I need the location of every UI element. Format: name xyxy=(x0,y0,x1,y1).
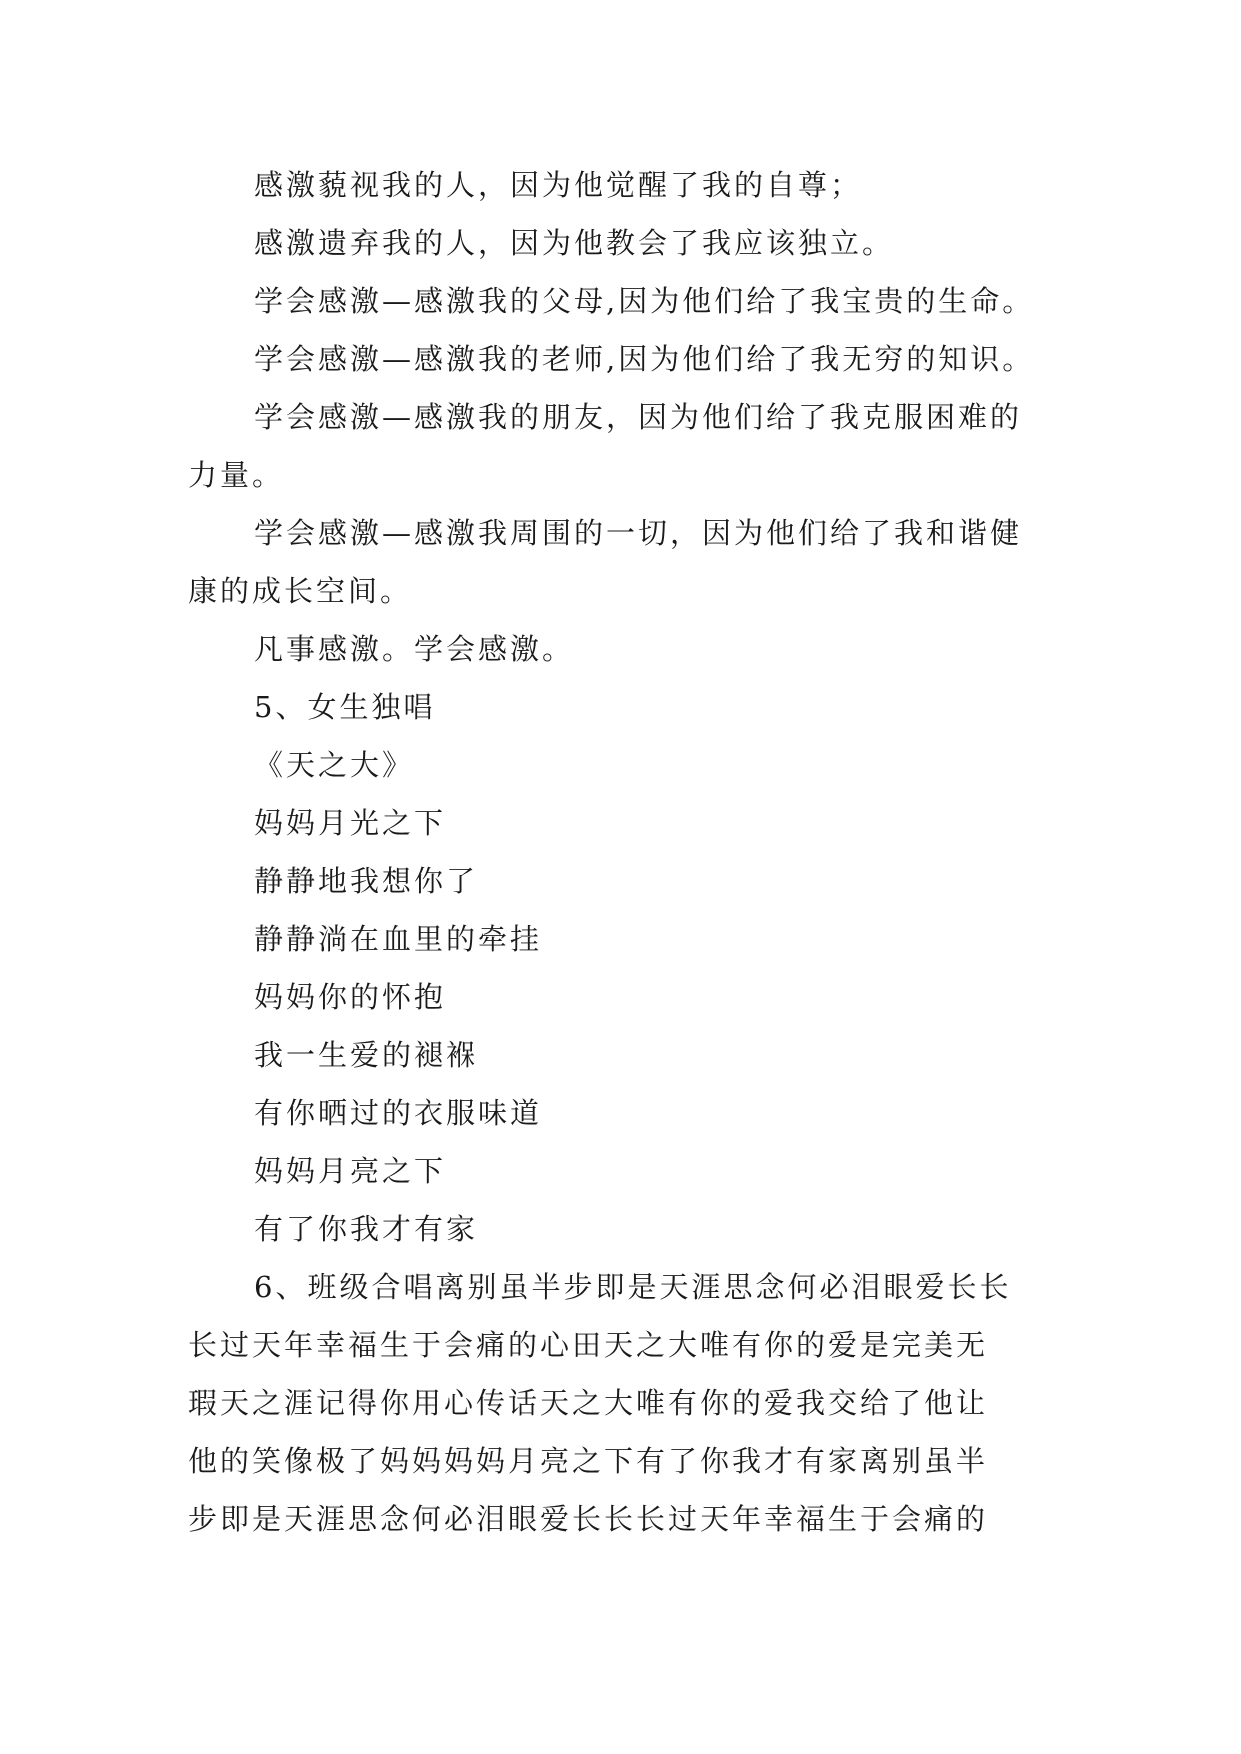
text-line: 他的笑像极了妈妈妈妈月亮之下有了你我才有家离别虽半 xyxy=(188,1444,989,1478)
text-line: 学会感激—感激我周围的一切，因为他们给了我和谐健 xyxy=(254,516,1023,550)
lyric-line: 静静淌在血里的牵挂 xyxy=(254,922,543,956)
text-line: 学会感激—感激我的父母,因为他们给了我宝贵的生命。 xyxy=(254,284,1035,318)
lyric-line: 妈妈你的怀抱 xyxy=(254,980,447,1014)
section-heading: 6、班级合唱离别虽半步即是天涯思念何必泪眼爱长长 xyxy=(254,1270,1012,1304)
lyric-line: 有你晒过的衣服味道 xyxy=(254,1096,543,1130)
lyric-line: 妈妈月亮之下 xyxy=(254,1154,447,1188)
lyric-line: 静静地我想你了 xyxy=(254,864,479,898)
text-line: 感激藐视我的人，因为他觉醒了我的自尊； xyxy=(254,168,863,202)
text-line: 凡事感激。学会感激。 xyxy=(254,632,575,666)
text-line: 步即是天涯思念何必泪眼爱长长长过天年幸福生于会痛的 xyxy=(188,1502,989,1536)
text-line: 感激遗弃我的人，因为他教会了我应该独立。 xyxy=(254,226,895,260)
song-title: 《天之大》 xyxy=(254,748,415,782)
section-heading: 5、女生独唱 xyxy=(254,690,436,724)
text-line: 力量。 xyxy=(188,458,285,492)
text-line: 学会感激—感激我的朋友，因为他们给了我克服困难的 xyxy=(254,400,1023,434)
lyric-line: 我一生爱的褪褓 xyxy=(254,1038,479,1072)
lyric-line: 妈妈月光之下 xyxy=(254,806,447,840)
text-line: 长过天年幸福生于会痛的心田天之大唯有你的爱是完美无 xyxy=(188,1328,989,1362)
text-line: 瑕天之涯记得你用心传话天之大唯有你的爱我交给了他让 xyxy=(188,1386,989,1420)
text-line: 康的成长空间。 xyxy=(188,574,413,608)
text-line: 学会感激—感激我的老师,因为他们给了我无穷的知识。 xyxy=(254,342,1035,376)
lyric-line: 有了你我才有家 xyxy=(254,1212,479,1246)
